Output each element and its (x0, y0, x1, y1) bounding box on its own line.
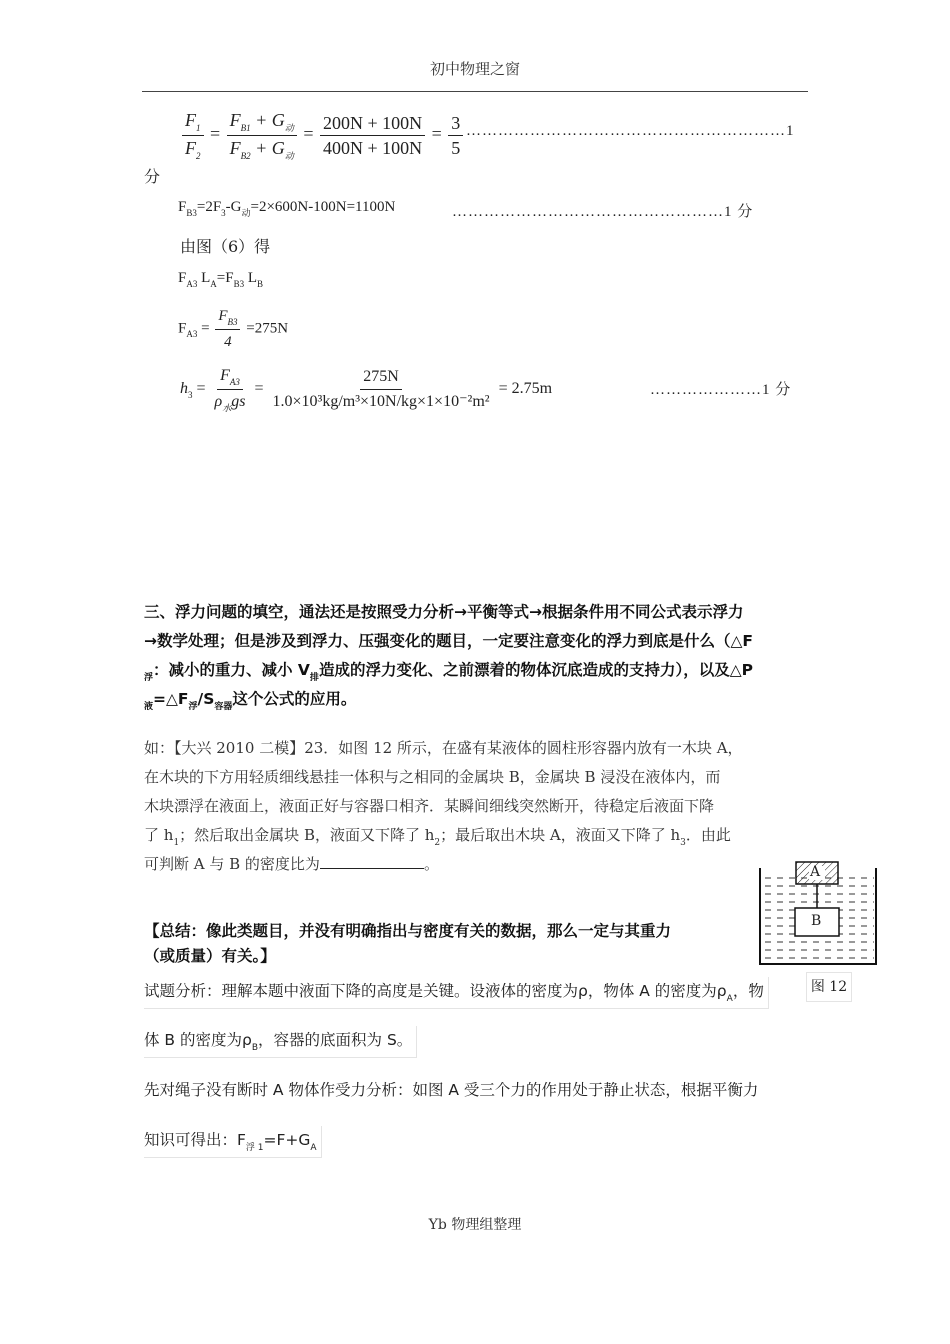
example-line2: 在木块的下方用轻质细线悬挂一体积与之相同的金属块 B，金属块 B 浸没在液体内，而 (144, 768, 721, 786)
section3-line2: →数学处理；但是涉及到浮力、压强变化的题目，一定要注意变化的浮力到底是什么（△F (144, 632, 753, 650)
equation-fb3: $F_{B3}=2F_3-G_动=2\times 600N-100N=1100N$ (178, 199, 396, 218)
analysis-line4: 知识可得出：$F_{浮 1}=F+G_A$ (144, 1126, 322, 1158)
answer-blank[interactable] (320, 854, 424, 869)
section3-line3: $_浮$：减小的重力、减小 $V_排$造成的浮力变化、之前漂着的物体沉底造成的支持力），以及△P (144, 661, 753, 683)
score-dots-1: ……………………………………………………1 (466, 123, 795, 139)
section3-line4: $_液=\triangle F_浮/S_{容器}$这个公式的应用。 (144, 690, 357, 712)
summary-line1: 【总结：像此类题目，并没有明确指出与密度有关的数据，那么一定与其重力 (144, 922, 672, 940)
example-line4: 了 $h_1$；然后取出金属块 B，液面又下降了 $h_2$；最后取出木块 A，液面又下降了 $h_3$．由此 (144, 826, 731, 848)
score-unit-1: 分 (144, 167, 161, 186)
score-dots-2: ……………………………………………1 分 (452, 204, 754, 220)
analysis-line1: 试题分析：理解本题中液面下降的高度是关键。设液体的密度为ρ，物体 A 的密度为$\rho_A$，物 (144, 977, 769, 1009)
analysis-line3: 先对绳子没有断时 A 物体作受力分析：如图 A 受三个力的作用处于静止状态，根据平衡力 (144, 1081, 759, 1099)
example-line5: 可判断 A 与 B 的密度比为 。 (144, 855, 439, 873)
fraction-forces: $\frac{F_{B1} + G_动}{F_{B2} + G_动}$ (227, 110, 297, 161)
fraction-h3-values: $\frac{275N}{\text{1.0×10³kg/m³×10N/kg×1×10⁻²m²}}$ (272, 368, 490, 410)
fraction-fb3-4: $\frac{F_{B3}}{4}$ (215, 306, 240, 352)
block-b-label: B (811, 913, 822, 929)
example-line1: 如：【大兴 2010 二模】23．如图 12 所示，在盛有某液体的圆柱形容器内放有一木块 A， (144, 739, 743, 757)
header-divider (142, 91, 808, 92)
summary-line2: （或质量）有关。】 (144, 947, 276, 965)
figure-12 (752, 858, 882, 973)
fraction-result: $\frac{3}{5}$ (448, 113, 463, 158)
block-a-label: A (810, 864, 821, 880)
analysis-line2: 体 B 的密度为$\rho_B$，容器的底面积为 S。 (144, 1026, 417, 1058)
page-footer: Yb 物理组整理 (428, 1217, 522, 1233)
equation-lever: $F_{A3}$ $L_A=F_{B3}$ $L_B$ (178, 270, 264, 289)
page-header: 初中物理之窗 (429, 60, 520, 78)
figure-caption: 图 12 (806, 972, 852, 1002)
example-line3: 木块漂浮在液面上，液面正好与容器口相齐．某瞬间细线突然断开，待稳定后液面下降 (144, 797, 715, 815)
score-dots-3: …………………1 分 (650, 382, 792, 398)
equation-h3: $h_3$ = $\frac{F_{A3}}{\rho_水gs}$ = $\frac{275N}{\text{1.0×10³kg/m³×10N/kg×1×10⁻²m²}}$ = 2.75m (180, 367, 553, 413)
fraction-f1-f2: $\frac{F_1}{F_2}$ (182, 110, 204, 161)
text-from-figure: 由图（6）得 (180, 237, 271, 256)
fraction-values: $\frac{200N + 100N}{400N + 100N}$ (320, 113, 425, 158)
equation-ratio: $\frac{F_1}{F_2}$ = $\frac{F_{B1} + G_动}{F_{B2} + G_动}$ = $\frac{200N + 100N}{400N + 100N}$ = $\frac{3}{5}$ (180, 110, 465, 161)
fraction-fa3-rho: $\frac{F_{A3}}{\rho_水gs}$ (214, 367, 246, 413)
section3-line1: 三、浮力问题的填空，通法还是按照受力分析→平衡等式→根据条件用不同公式表示浮力 (144, 603, 744, 621)
equation-fa3: $F_{A3}$ = $\frac{F_{B3}}{4}$ =275N (178, 308, 289, 350)
